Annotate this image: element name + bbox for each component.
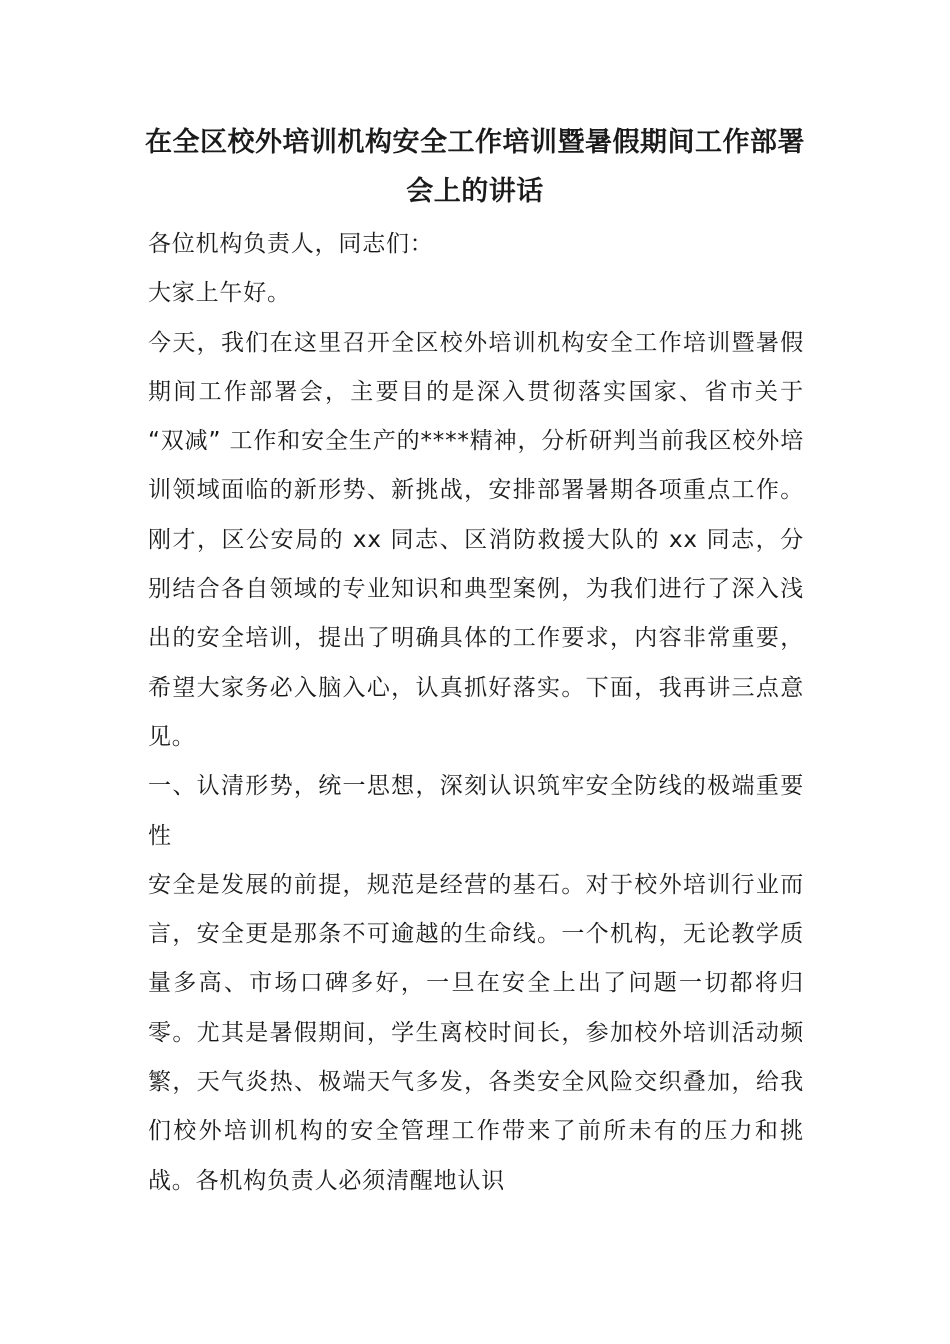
document-body (148, 220, 804, 1206)
paragraph-section-1: 安全是发展的前提，规范是经营的基石。对于校外培训行业而言，安全更是那条不可逾越的生命线。一个机构，无论教学质量多高、市场口碑多好，一旦在安全上出了问题一切都将归零。尤其是暑假期间，学生离校时间长，参加校外培训活动频繁，天气炎热、极端天气多发，各类安全风险交织叠加，给我们校外培训机构的安全管理工作带来了前所未有的压力和挑战。各机构负责人必须清醒地认识 (148, 871, 804, 1194)
greeting: 大家上午好。 (148, 280, 291, 307)
section-heading-1: 一、认清形势，统一思想，深刻认识筑牢安全防线的极端重要性 (148, 773, 804, 849)
paragraph-intro: 今天，我们在这里召开全区校外培训机构安全工作培训暨暑假期间工作部署会，主要目的是深入贯彻落实国家、省市关于 “双减” 工作和安全生产的****精神，分析研判当前我区校外培训领域面临的新形势、新挑战，安排部署暑期各项重点工作。刚才，区公安局的 xx 同志、区消防救援大队的 xx 同志，分别结合各自领域的专业知识和典型案例，为我们进行了深入浅出的安全培训，提出了明确具体的工作要求，内容非常重要，希望大家务必入脑入心，认真抓好落实。下面，我再讲三点意见。 (148, 329, 804, 750)
salutation: 各位机构负责人，同志们： (148, 231, 434, 257)
document-title: 在全区校外培训机构安全工作培训暨暑假期间工作部署会上的讲话 (145, 127, 805, 207)
